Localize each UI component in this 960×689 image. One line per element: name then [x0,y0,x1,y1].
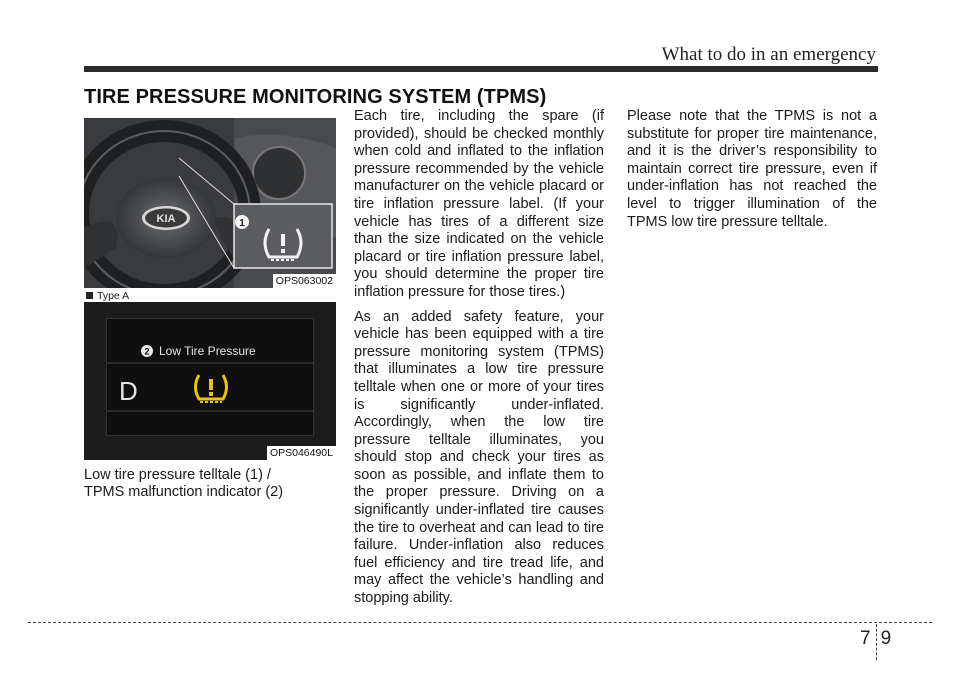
chapter-number: 7 [860,628,881,649]
caption-line: Low tire pressure telltale (1) / [84,467,271,483]
callout-number-2: 2 [144,346,150,357]
figure-caption [84,467,283,501]
page-number [860,628,901,650]
header-rule [84,66,878,72]
page-number-value: 9 [880,628,902,649]
cluster-screen [106,318,314,436]
type-label [86,290,129,302]
body-paragraph: Each tire, including the spare (if provided), should be checked monthly when cold and inflated to the inflation pressure recommended by the vehicle manufacturer on the vehicle placard or tire inflation pressure label. (If your vehicle has tires of a different size than the size indicated on the vehicle placard or tire inflation pressure label, you should determine the proper tire inflation pressure for those tires.) [354,108,604,300]
callout-number-1: 1 [239,218,245,229]
steering-wheel-illustration [84,118,336,288]
chapter-title: What to do in an emergency [661,44,876,65]
svg-text:KIA: KIA [156,213,176,225]
type-label-text: Type A [97,290,130,302]
figure-code: OPS063002 [273,274,336,288]
cluster-screen-graphic [107,319,313,435]
body-column-middle [354,108,604,615]
square-bullet-icon [86,292,93,299]
section-title: TIRE PRESSURE MONITORING SYSTEM (TPMS) [84,86,547,108]
gear-indicator: D [119,376,138,406]
body-paragraph: Please note that the TPMS is not a substitute for proper tire maintenance, and it is the driver’s responsibility to maintain correct tire pressure, even if under-inflation has not reached the level to trigger illumination of the TPMS low tire pressure telltale. [627,108,877,230]
dashboard-figure [84,118,336,288]
body-paragraph: As an added safety feature, your vehicle has been equipped with a tire pressure monitoring system (TPMS) that illuminates a low tire pressure telltale when one or more of your tires is significantly under-inflated. Accordingly, when the low tire pressure telltale illuminates, you should stop and check your tires as soon as possible, and inflate them to the proper pressure. Driving on a significantly under-inflated tire causes the tire to overheat and can lead to tire failure. Under-inflation also reduces fuel efficiency and tire tread life, and may affect the vehicle’s handling and stopping ability. [354,308,604,607]
cluster-display-figure [84,302,336,460]
figure-code: OPS046490L [267,446,336,460]
footer-rule [28,622,932,623]
tire-pressure-warning-icon [196,375,227,402]
body-column-right [627,108,877,238]
caption-line: TPMS malfunction indicator (2) [84,484,284,500]
low-tire-pressure-message: Low Tire Pressure [159,344,256,358]
